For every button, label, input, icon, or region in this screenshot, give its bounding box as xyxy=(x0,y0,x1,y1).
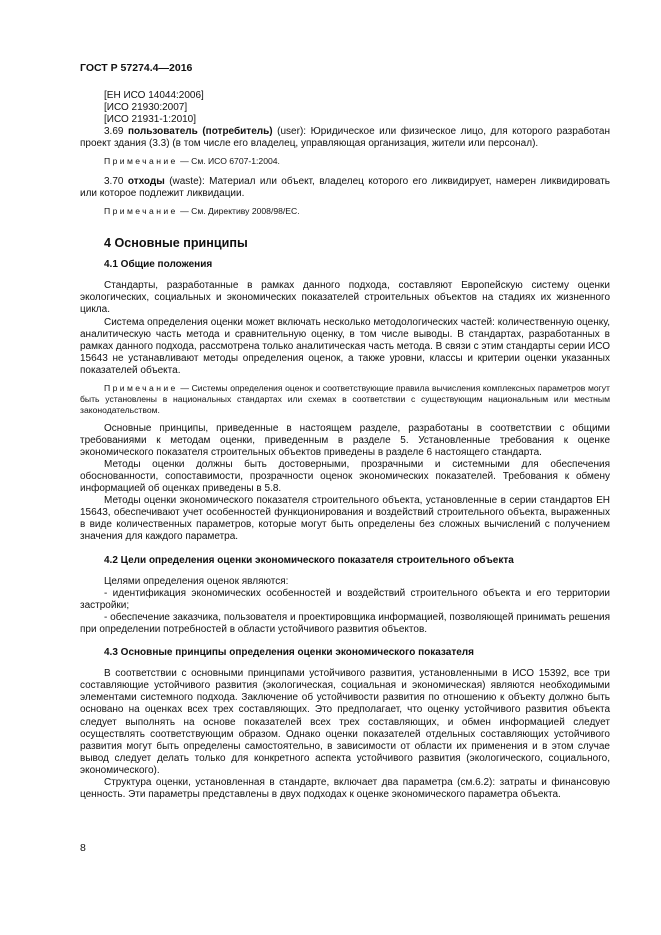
document-header: ГОСТ Р 57274.4—2016 xyxy=(80,62,193,74)
paragraph: Стандарты, разработанные в рамках данного подхода, составляют Европейскую систему оценки экологических, социальных и экономических показателей строительных объектов на стадиях их жизненного цикла. xyxy=(80,280,610,316)
paragraph: Основные принципы, приведенные в настоящем разделе, разработаны в соответствии с общими требованиями к методам оценки, приведенным в разделе 5. Установленные требования к оценке экономического показателя строительных объектов приведены в разделе 6 настоящего стандарта. xyxy=(80,422,610,458)
paragraph: Структура оценки, установленная в стандарте, включает два параметра (см.6.2): затраты и финансовую ценность. Эти параметры представлены в двух подходах к оценке экономического параметра объекта. xyxy=(80,777,610,801)
subsection-4-2-title: 4.2 Цели определения оценки экономического показателя строительного объекта xyxy=(104,554,514,566)
subsection-4-3-title: 4.3 Основные принципы определения оценки экономического показателя xyxy=(104,647,474,659)
list-item: - обеспечение заказчика, пользователя и проектировщика информацией, позволяющей принимать решения при определении потребностей в области устойчивого развития объектов. xyxy=(80,611,610,636)
note-text: — См. ИСО 6707-1:2004. xyxy=(177,156,280,167)
list-item: - идентификация экономических особенностей и воздействий строительного объекта и его территории застройки; xyxy=(80,587,610,611)
paragraph: В соответствии с основными принципами устойчивого развития, установленными в ИСО 15392, все три составляющие устойчивого развития (экологическая, социальная и экономическая) являются необходимыми элементами системного подхода. Заключение об устойчивости развития по отношению к объекту должно быть основано на оценках всех трех составляющих. Это предполагает, что оценку устойчивого развития объекта следует выполнять на основе показателей всех трех составляющих, и обмен информацией следует осуществлять соответствующим образом. Однако оценки показателей отдельных составляющих устойчивого развития могут быть определены самостоятельно, в зависимости от области их применения и в этом случае вывод следует делать только для конкретного аспекта устойчивого развития (экологического, социального, экономического). xyxy=(80,668,610,776)
note-label: Примечание xyxy=(104,156,178,167)
note xyxy=(80,156,610,167)
paragraph: Методы оценки должны быть достоверными, прозрачными и системными для обеспечения обоснованности, сопоставимости, прозрачности оценок экономических показателей. Требования к обмену информацией об оценках приведены в 5.8. xyxy=(80,458,610,495)
term-definition: : Юридическое или физическое лицо, для которого разработан проект здания (3.3) (в том числе его владелец, управляющая организация, жители или персонал). xyxy=(80,126,611,150)
page-number: 8 xyxy=(80,842,86,854)
reference: [ЕН ИСО 14044:2006] xyxy=(104,90,204,101)
note-text: — Системы определения оценок и соответствующие правила вычисления комплексных параметров могут быть установлены в национальных стандартах или схемах в соответствии с существующим национальным или местным законодательством. xyxy=(80,383,610,416)
term-number: 3.70 xyxy=(104,175,124,187)
term-name: пользователь (потребитель) xyxy=(128,126,273,138)
subsection-4-1-title: 4.1 Общие положения xyxy=(104,259,213,271)
note xyxy=(80,383,610,417)
paragraph: Методы оценки экономического показателя строительного объекта, установленные в серии стандартов ЕН 15643, обеспечивают учет особенностей функционирования и воздействий строительного объекта, выраженных в виде количественных параметров, которые могут быть определены без сложных вычислений с получением значения для каждого параметра. xyxy=(80,495,610,543)
section-4-title: 4 Основные принципы xyxy=(104,236,248,251)
term-definition: : Материал или объект, владелец которого его ликвидирует, намерен ликвидировать или которое подлежит ликвидации. xyxy=(80,175,610,199)
term-english: (waste) xyxy=(169,175,202,187)
term-3-70 xyxy=(80,176,610,200)
note-label: Примечание xyxy=(104,205,178,216)
term-3-69 xyxy=(80,126,610,150)
reference: [ИСО 21931-1:2010] xyxy=(104,114,197,126)
note-text: — См. Директиву 2008/98/ЕС. xyxy=(177,205,300,216)
paragraph: Система определения оценки может включать несколько методологических частей: количественную оценку, аналитическую часть метода и сравнительную оценку, в том числе выводы. В стандартах, разработанных в рамках данного подхода, рассмотрена только аналитическая часть метода. В связи с этим стандарты серии ИСО 15643 не устанавливают методы определения оценок, а также уровни, классы и критерии оценки указанных показателей объекта. xyxy=(80,316,610,376)
document-body xyxy=(80,90,610,801)
paragraph: Целями определения оценок являются: xyxy=(104,575,289,587)
note xyxy=(80,206,610,217)
term-number: 3.69 xyxy=(104,126,124,138)
term-english: (user) xyxy=(277,126,304,138)
term-name: отходы xyxy=(127,175,165,187)
note-label: Примечание xyxy=(104,383,178,393)
reference: [ИСО 21930:2007] xyxy=(104,102,188,114)
